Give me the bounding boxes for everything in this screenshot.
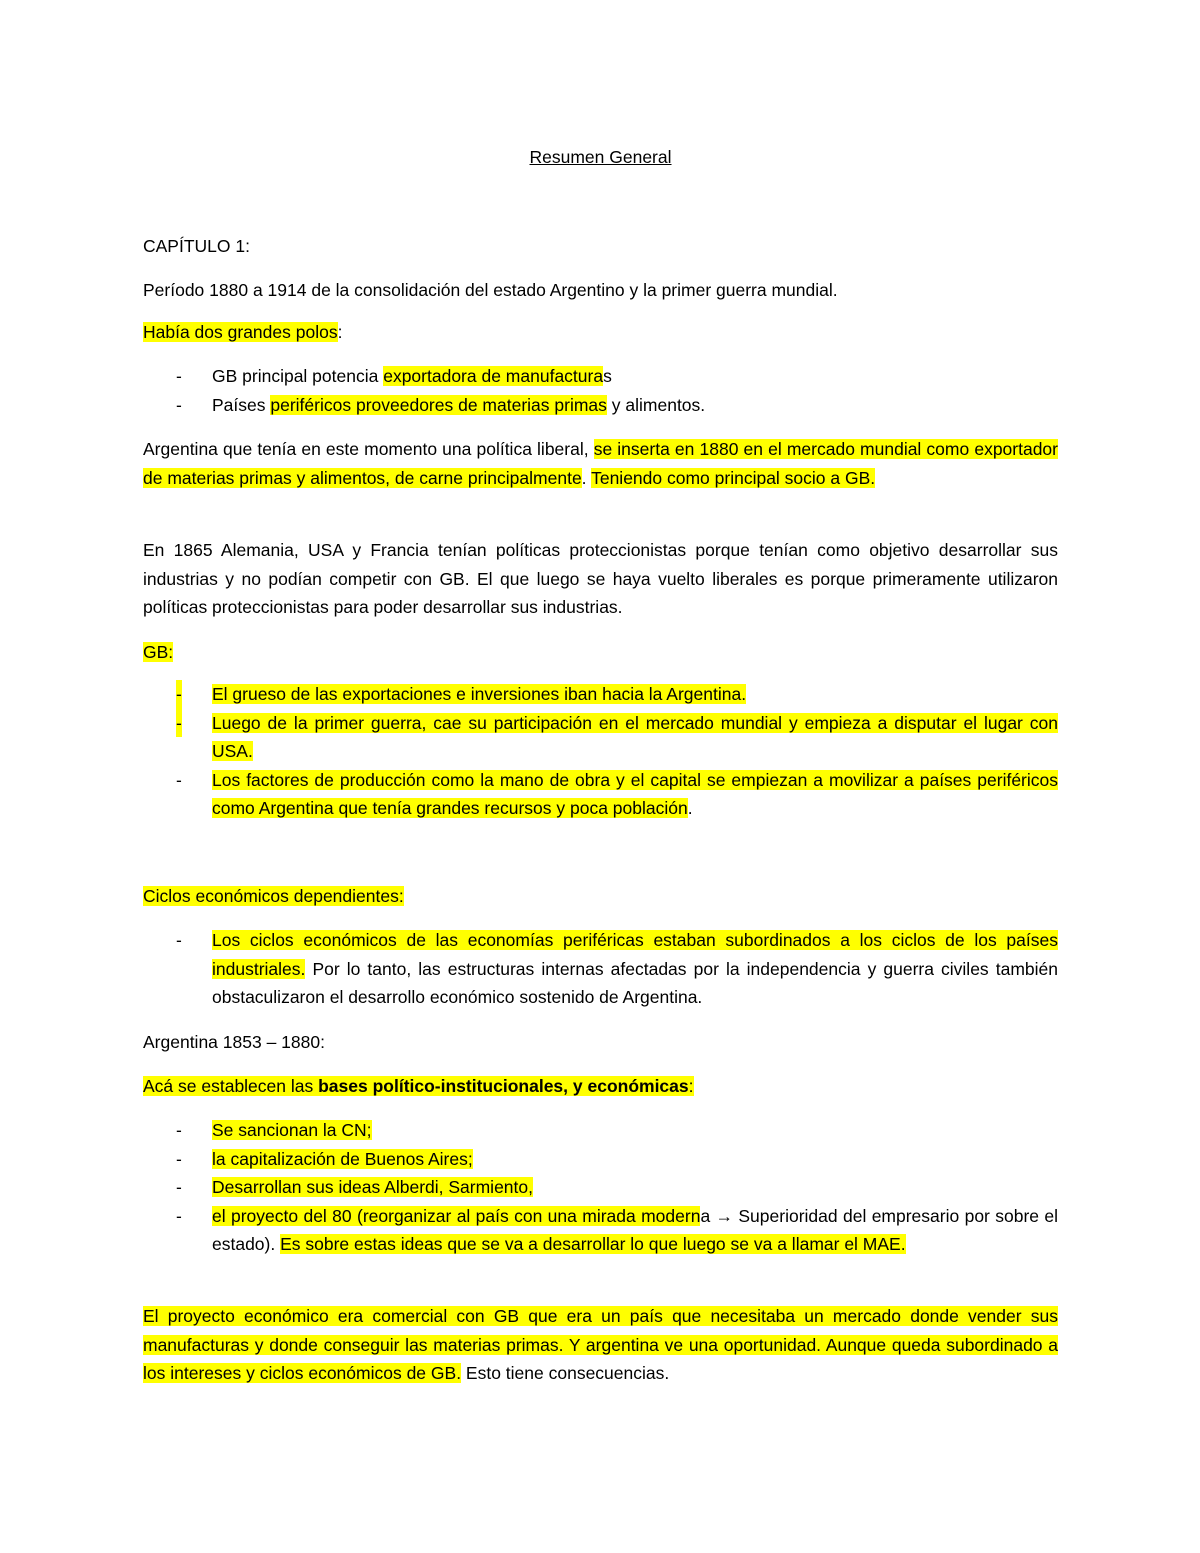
ciclos-heading (143, 884, 404, 908)
item-highlight: periféricos proveedores de materias primas (270, 394, 607, 415)
gb-heading (143, 640, 173, 664)
paragraph-text: Argentina que tenía en este momento una política liberal, (143, 439, 594, 459)
bases-heading (143, 1074, 694, 1098)
list-item (143, 1202, 1058, 1259)
item-highlight: exportadora de manufactura (383, 366, 604, 386)
polos-heading (143, 320, 342, 344)
bases-list (143, 1116, 1058, 1259)
arrow-icon: → (715, 1205, 734, 1226)
paragraph-highlight: se inserta en 1880 en el mercado mundial como exportador de materias primas y alimentos, de carne principalmente (143, 439, 1058, 488)
ciclos-list (143, 926, 1058, 1012)
polos-heading-colon: : (337, 322, 343, 342)
bases-text: Acá se establecen las (143, 1076, 319, 1096)
paragraph-highlight: El proyecto económico era comercial con GB que era un país que necesitaba un mercado donde vender sus manufacturas y donde conseguir las materias primas. Y argentina ve una oportunidad. Aunque queda subordinado a los intereses y ciclos económicos de GB. (143, 1306, 1058, 1383)
period-line: Período 1880 a 1914 de la consolidación del estado Argentino y la primer guerra mundial. (143, 280, 838, 300)
list-item (143, 926, 1058, 1012)
item-text: Por lo tanto, las estructuras internas afectadas por la independencia y guerra civiles también obstaculizaron el desarrollo económico sostenido de Argentina. (212, 958, 1058, 1007)
list-dash: - (176, 394, 182, 415)
item-highlight: Los factores de producción como la mano de obra y el capital se empiezan a movilizar a países periféricos como Argentina que tenía grandes recursos y poca población (212, 769, 1058, 818)
paragraph-1865: En 1865 Alemania, USA y Francia tenían políticas proteccionistas porque tenían como objetivo desarrollar sus industrias y no podían competir con GB. El que luego se haya vuelto liberales es porque primeramente utilizaron políticas proteccionistas para poder desarrollar sus industrias. (143, 540, 1058, 617)
argentina-1853-heading: Argentina 1853 – 1880: (143, 1032, 325, 1052)
document-title: Resumen General (529, 147, 672, 167)
list-item (143, 1116, 1058, 1145)
list-dash: - (176, 769, 182, 790)
list-dash: - (176, 366, 182, 386)
list-item (143, 362, 1058, 391)
gb-list (143, 680, 1058, 823)
item-highlight: el proyecto del 80 (reorganizar al país con una mirada modern (212, 1205, 701, 1226)
polos-list (143, 362, 1058, 419)
argentina-paragraph (143, 435, 1058, 492)
item-text: GB principal potencia (212, 366, 384, 386)
chapter-heading: CAPÍTULO 1: (143, 236, 250, 256)
list-item (143, 391, 1058, 420)
gb-heading-text: GB: (143, 642, 174, 662)
list-item (143, 680, 1058, 709)
list-item (143, 1173, 1058, 1202)
item-text: Países (212, 394, 271, 415)
list-dash: - (176, 709, 182, 738)
paragraph-highlight: Teniendo como principal socio a GB. (591, 467, 876, 488)
list-item (143, 1145, 1058, 1174)
item-highlight: Es sobre estas ideas que se va a desarrollar lo que luego se va a llamar el MAE. (280, 1234, 906, 1254)
final-paragraph (143, 1302, 1058, 1388)
item-highlight: Se sancionan la CN; (212, 1120, 372, 1140)
item-highlight: la capitalización de Buenos Aires; (212, 1148, 473, 1169)
bases-bold: bases político-institucionales, y económicas (318, 1076, 689, 1096)
item-text: . (687, 798, 693, 818)
item-text: y alimentos. (606, 394, 706, 415)
item-text: a (700, 1205, 716, 1226)
item-highlight: Desarrollan sus ideas Alberdi, Sarmiento, (212, 1177, 533, 1197)
paragraph-text: . (581, 467, 592, 488)
item-text: s (603, 366, 612, 386)
bases-text: : (688, 1076, 694, 1096)
item-text: Superioridad del empresario por sobre el estado). (212, 1205, 1058, 1254)
list-item (143, 766, 1058, 823)
item-highlight: Los ciclos económicos de las economías periféricas estaban subordinados a los ciclos de los países industriales. (212, 930, 1058, 979)
list-item (143, 709, 1058, 766)
list-dash: - (176, 1205, 182, 1226)
list-dash: - (176, 930, 182, 950)
item-highlight: El grueso de las exportaciones e inversiones iban hacia la Argentina. (212, 684, 747, 704)
list-dash: - (176, 680, 182, 709)
paragraph-text: Esto tiene consecuencias. (461, 1363, 670, 1383)
list-dash: - (176, 1120, 182, 1140)
item-highlight: Luego de la primer guerra, cae su participación en el mercado mundial y empieza a disputar el lugar con USA. (212, 712, 1058, 761)
ciclos-heading-text: Ciclos económicos dependientes: (143, 886, 404, 906)
polos-heading-text: Había dos grandes polos (143, 322, 338, 342)
list-dash: - (176, 1177, 182, 1197)
list-dash: - (176, 1148, 182, 1169)
